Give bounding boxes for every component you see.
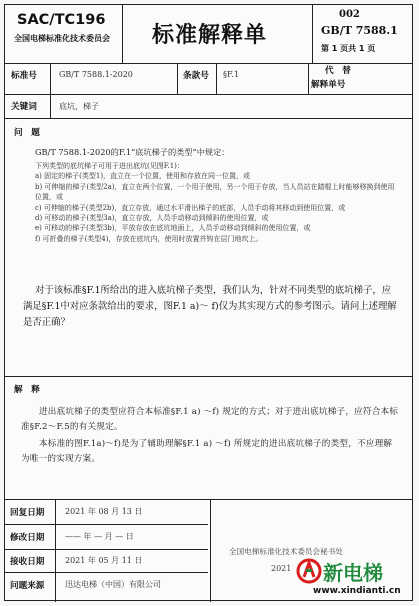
page-info: 第 1 页共 1 页 (321, 44, 376, 53)
question-intro: GB/T 7588.1-2020的F.1“底坑梯子的类型”中规定： (35, 147, 230, 157)
question-rule (5, 376, 412, 377)
clause-line: 下列类型的底坑梯子可用于进出底坑(见图F.1)： (35, 162, 184, 170)
question-clause-lines (35, 161, 400, 244)
row2-div (50, 94, 51, 118)
org-name: 全国电梯标准化技术委员会 (14, 34, 110, 43)
clause-line: b) 可伸缩的梯子(类型2a)，直立在两个位置，一个用于使用，另一个用于存放，当人员站在踏棍上时能够移换到使用位置，或 (35, 182, 395, 202)
row1-div4 (308, 63, 309, 94)
footer-rule-2 (5, 549, 208, 550)
row1-rule (5, 94, 412, 95)
clause-line: c) 可伸缩的梯子(类型2b)，直立存放，通过水平滑出梯子的底部，人员手动将其移动到使用位置，或 (35, 203, 346, 212)
footer-div-mid (210, 499, 211, 602)
row1-div3 (216, 63, 217, 94)
watermark-logo (295, 551, 415, 601)
modify-date: —— 年 — 月 — 日 (65, 532, 134, 541)
standard-code: GB/T 7588.1 (321, 24, 398, 37)
interpretation-form (4, 4, 413, 601)
standard-value: GB/T 7588.1-2020 (59, 70, 133, 79)
reply-date: 2021 年 08 月 13 日 (65, 507, 143, 516)
question-body: 对于该标准§F.1所给出的进入底坑梯子类型，我们认为，针对不同类型的底坑梯子，应满足§F.1中对应条款给出的要求，图F.1 a)～ f)仅为其实现方式的参考图示。请问上述理解是否正确？ (23, 285, 397, 328)
footer-rule-3 (5, 572, 208, 573)
clause-line: d) 可移动的梯子(类型3a)，直立存放，人员手动移动到倾斜的使用位置，或 (35, 214, 269, 223)
reply-date-label: 回复日期 (10, 508, 45, 518)
doc-number: 002 (339, 9, 360, 20)
keywords-label: 关键词 (11, 102, 37, 112)
header-divider-left (122, 5, 123, 63)
committee-signature: 全国电梯标准化技术委员会秘书处 (229, 547, 343, 556)
modify-date-label: 修改日期 (10, 533, 45, 543)
footer-rule-1 (5, 524, 208, 525)
clause-line: e) 可移动的梯子(类型3b)，平放存放在底坑地面上，人员手动移动到倾斜的使用位置，或 (35, 224, 311, 233)
clause-label: 条款号 (183, 71, 209, 81)
source-label: 问题来源 (10, 581, 45, 591)
watermark-url: www.xindianti.cn (313, 586, 401, 596)
footer-div-left (55, 499, 56, 602)
answer-para-1: 进出底坑梯子的类型应符合本标准§F.1 a) ～f) 规定的方式；对于进出底坑梯子，应符合本标准§F.2～F.5的有关规定。 (21, 407, 399, 432)
answer-heading: 解 释 (14, 385, 40, 395)
footer-rule-0 (5, 499, 412, 500)
standard-label: 标准号 (11, 71, 37, 81)
replaced-label-1: 代 替 (325, 66, 351, 76)
signature-year: 2021 (271, 564, 292, 573)
clause-line: f) 可折叠的梯子(类型4)，存放在底坑内，使用时放置并钩在层门地坎上。 (35, 234, 263, 243)
header-rule (5, 63, 412, 64)
row1-div2 (177, 63, 178, 94)
watermark-brand: 新电梯 (323, 561, 383, 585)
replaced-label-2: 解释单号 (311, 80, 346, 90)
question-heading: 问 题 (14, 128, 40, 138)
header-divider-right (312, 5, 313, 63)
org-code: SAC/TC196 (17, 12, 106, 28)
row2-rule (5, 118, 412, 119)
clause-line: a) 固定的梯子(类型1)，直立在一个位置，使用和存放在同一位置，或 (35, 172, 251, 181)
clause-value: §F.1 (223, 70, 239, 79)
answer-para-2: 本标准的图F.1a)～f)是为了辅助理解§F.1 a) ～f) 所规定的进出底坑梯子的类型，不应理解为唯一的实现方案。 (21, 439, 393, 464)
page-title: 标准解释单 (152, 23, 268, 48)
keywords-value: 底坑，梯子 (59, 102, 99, 111)
row1-div1 (50, 63, 51, 94)
receive-date-label: 接收日期 (10, 557, 45, 567)
receive-date: 2021 年 05 月 11 日 (65, 556, 143, 565)
source-value: 迅达电梯（中国）有限公司 (65, 580, 161, 589)
